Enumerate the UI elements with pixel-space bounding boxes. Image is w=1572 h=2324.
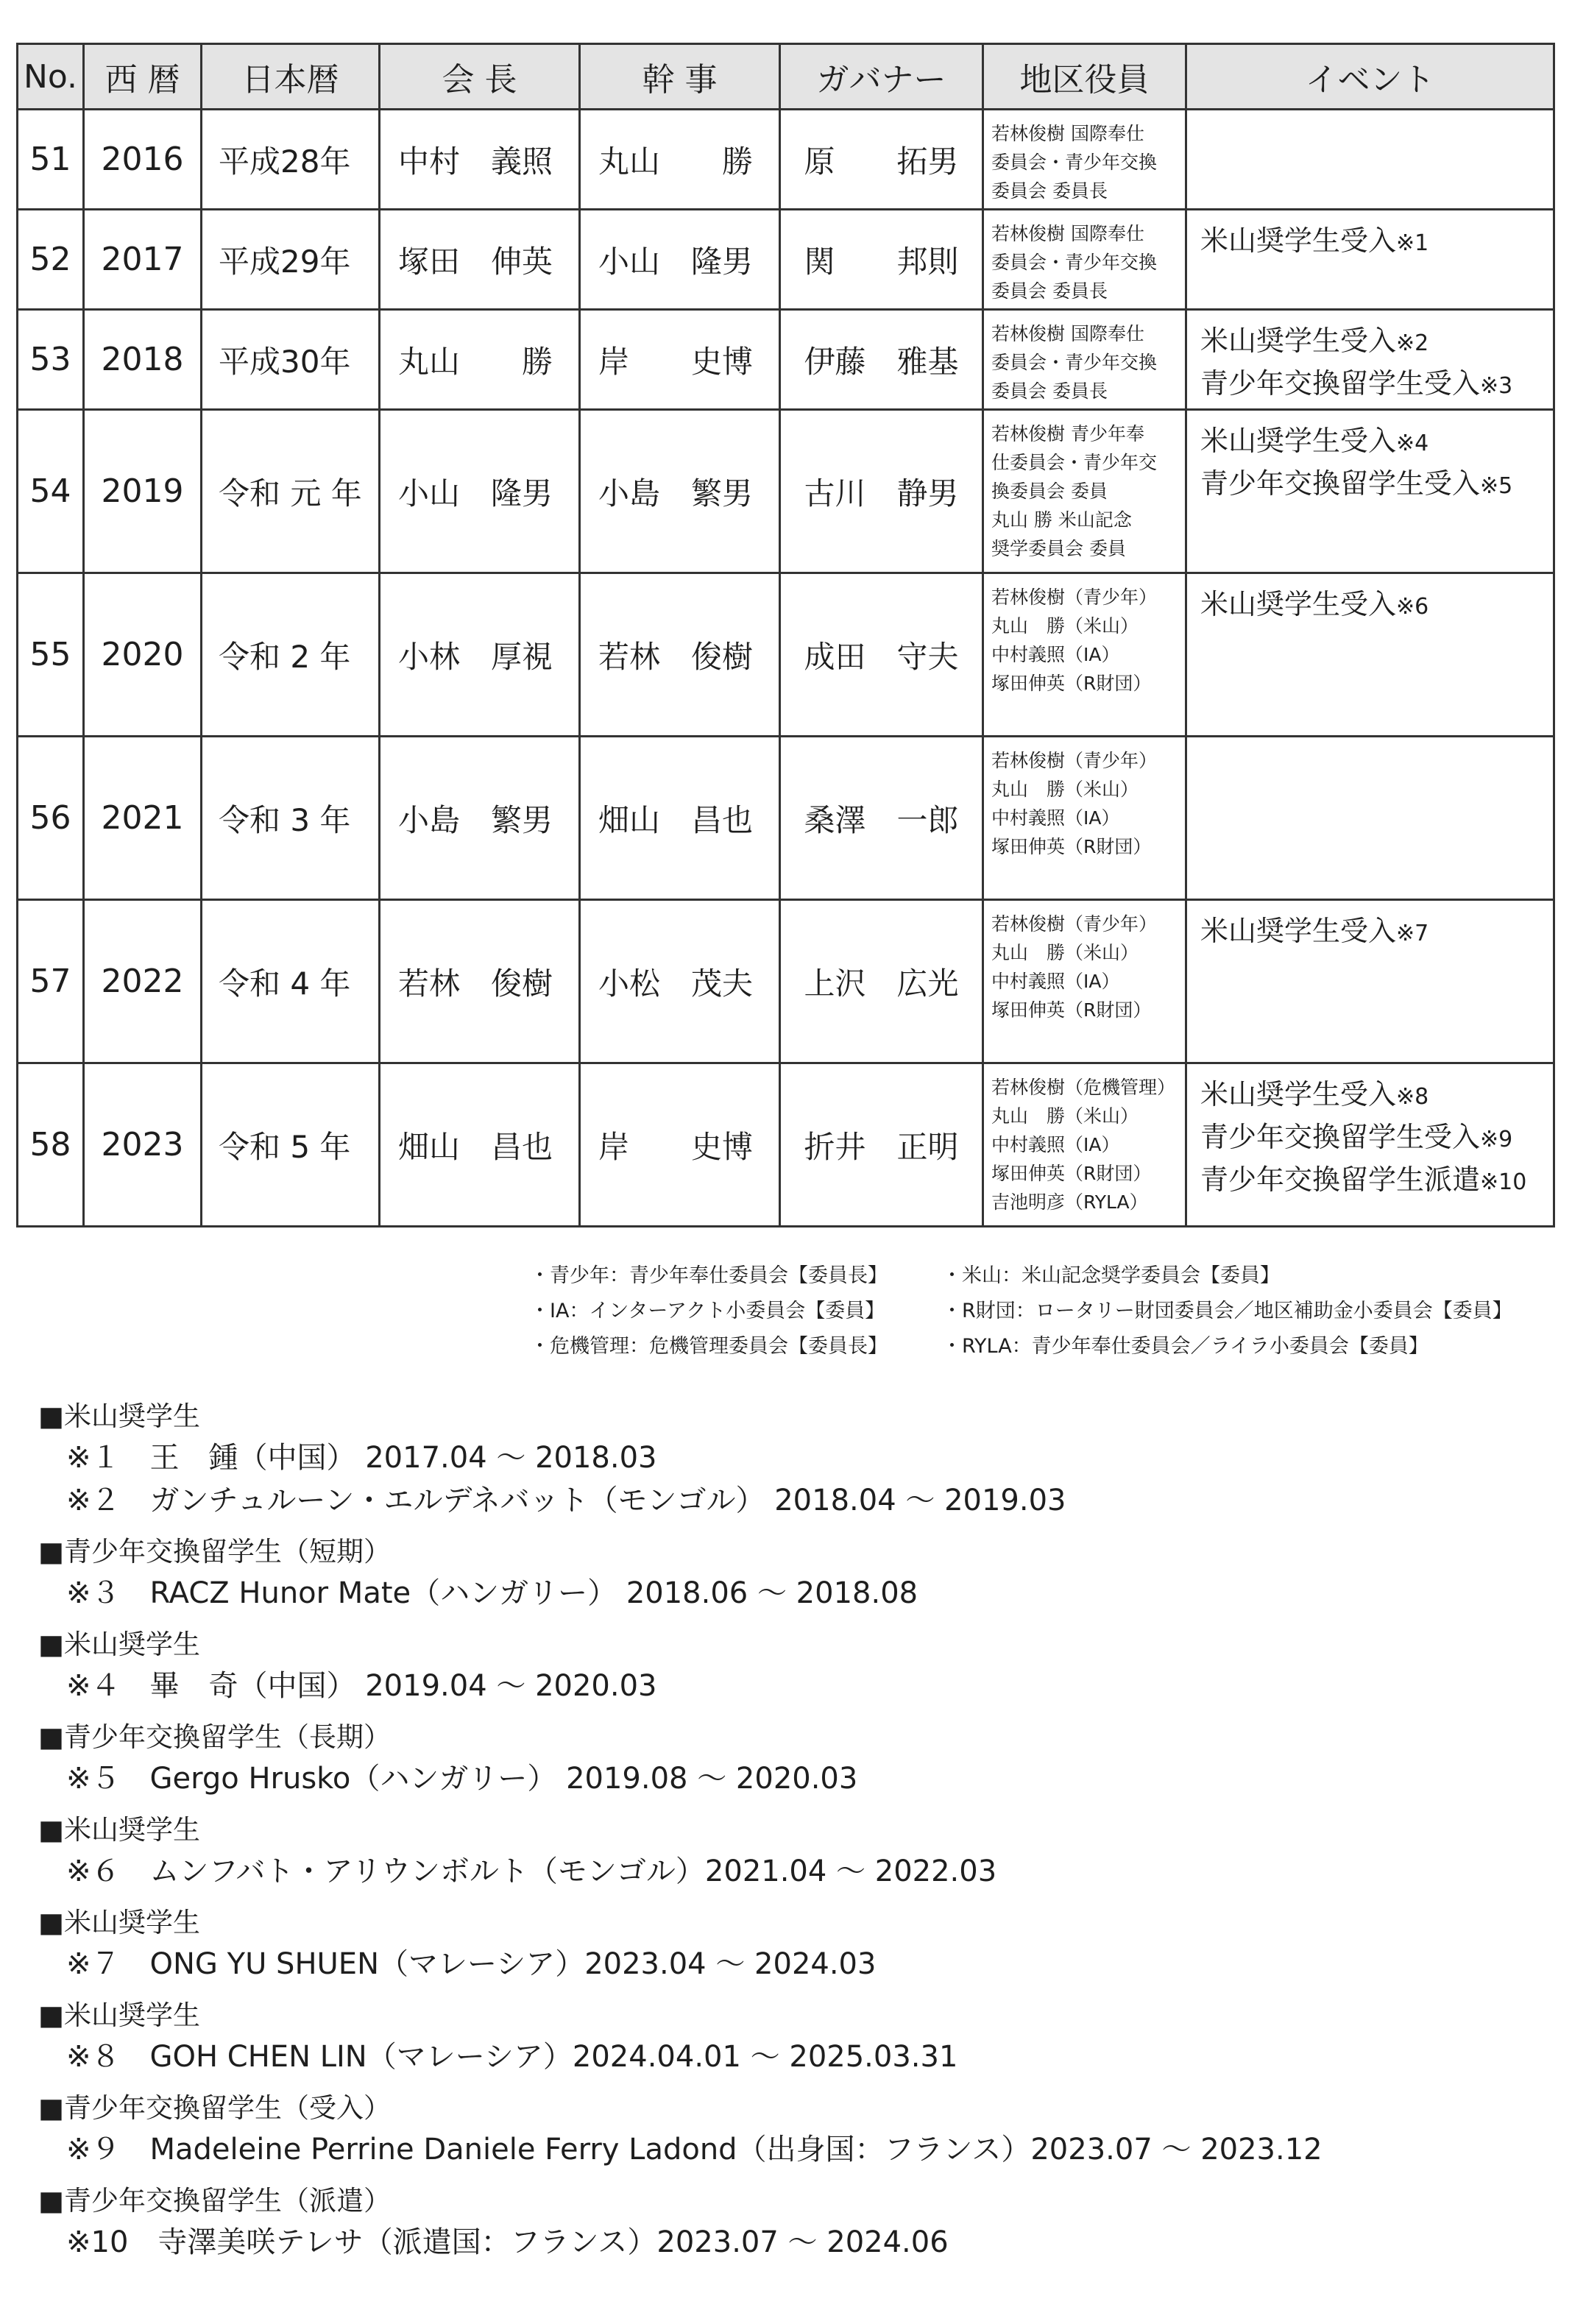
events-cell <box>1186 310 1554 410</box>
event-text: 米山奨学生受入 <box>1200 588 1397 620</box>
footnote-line: ※10 寺澤美咲テレサ（派遣国：フランス）2023.07 ～ 2024.06 <box>66 2225 949 2259</box>
event-line <box>1200 911 1553 954</box>
officer-line: 若林俊樹（青少年） <box>991 750 1158 771</box>
officer-line: 委員会 委員長 <box>991 280 1108 302</box>
officer-line: 吉池明彦（RYLA） <box>991 1191 1148 1213</box>
officer-line: 仕委員会・青少年交 <box>991 452 1158 473</box>
event-text: 青少年交換留学生受入 <box>1200 1121 1481 1153</box>
district-officers-cell <box>983 310 1186 410</box>
officer-line: 塚田伸英（R財団） <box>991 1163 1152 1184</box>
header-president: 会 長 <box>380 44 580 110</box>
table-row <box>18 737 1554 900</box>
secretary-name: 小島 繁男 <box>580 410 780 573</box>
footnote-heading: ■米山奨学生 <box>38 1400 200 1432</box>
table-row <box>18 110 1554 210</box>
event-note-mark: ※3 <box>1480 373 1513 399</box>
legend-item: ・RYLA：青少年奉仕委員会／ライラ小委員会【委員】 <box>942 1335 1428 1358</box>
officer-line: 丸山 勝（米山） <box>991 942 1139 963</box>
officer-line: 換委員会 委員 <box>991 481 1108 502</box>
table-row <box>18 310 1554 410</box>
table-row <box>18 1063 1554 1227</box>
officer-line: 丸山 勝（米山） <box>991 779 1139 800</box>
event-line <box>1200 1074 1553 1117</box>
footnote-heading: ■米山奨学生 <box>38 1999 200 2031</box>
district-officers-cell <box>983 1063 1186 1227</box>
footnote-heading: ■青少年交換留学生（短期） <box>38 1536 391 1567</box>
header-japanese-era: 日本暦 <box>202 44 380 110</box>
japanese-era-year: 令和 4 年 <box>202 900 380 1063</box>
header-western-year: 西 暦 <box>84 44 202 110</box>
footnote-heading: ■青少年交換留学生（長期） <box>38 1721 391 1753</box>
header-events: イベント <box>1186 44 1554 110</box>
footnote-block <box>38 1903 1510 1985</box>
footnote-block <box>38 1625 1510 1707</box>
secretary-name: 小山 隆男 <box>580 210 780 310</box>
western-year: 2016 <box>84 110 202 210</box>
district-officers-cell <box>983 410 1186 573</box>
officer-line: 若林俊樹（青少年） <box>991 913 1158 935</box>
officer-line: 若林俊樹 国際奉仕 <box>991 123 1144 144</box>
president-name: 小林 厚視 <box>380 573 580 737</box>
table-row <box>18 573 1554 737</box>
japanese-era-year: 平成28年 <box>202 110 380 210</box>
event-line <box>1200 364 1553 406</box>
events-cell <box>1186 573 1554 737</box>
footnote-line: ※１ 王 鍾（中国） 2017.04 ～ 2018.03 <box>66 1441 657 1475</box>
abbreviation-legend <box>530 1258 1560 1364</box>
governor-name: 伊藤 雅基 <box>780 310 983 410</box>
table-row <box>18 410 1554 573</box>
legend-item: ・R財団：ロータリー財団委員会／地区補助金小委員会【委員】 <box>942 1300 1512 1322</box>
events-cell <box>1186 410 1554 573</box>
event-text: 米山奨学生受入 <box>1200 224 1397 257</box>
secretary-name: 岸 史博 <box>580 1063 780 1227</box>
district-officers-cell <box>983 737 1186 900</box>
row-number: 51 <box>18 110 84 210</box>
header-no: No. <box>18 44 84 110</box>
japanese-era-year: 平成30年 <box>202 310 380 410</box>
president-name: 畑山 昌也 <box>380 1063 580 1227</box>
footnote-heading: ■米山奨学生 <box>38 1907 200 1938</box>
governor-name: 折井 正明 <box>780 1063 983 1227</box>
event-line <box>1200 421 1553 464</box>
event-note-mark: ※7 <box>1396 921 1429 946</box>
officer-line: 委員会 委員長 <box>991 380 1108 402</box>
footnote-block <box>38 1996 1510 2078</box>
officer-line: 中村義照（IA） <box>991 971 1120 992</box>
event-note-mark: ※2 <box>1396 330 1429 356</box>
japanese-era-year: 令和 3 年 <box>202 737 380 900</box>
secretary-name: 岸 史博 <box>580 310 780 410</box>
president-name: 小島 繁男 <box>380 737 580 900</box>
footnote-line: ※５ Gergo Hrusko（ハンガリー） 2019.08 ～ 2020.03 <box>66 1762 858 1796</box>
footnote-heading: ■米山奨学生 <box>38 1814 200 1846</box>
president-name: 塚田 伸英 <box>380 210 580 310</box>
footnote-line: ※８ GOH CHEN LIN（マレーシア）2024.04.01 ～ 2025.03.31 <box>66 2040 958 2074</box>
japanese-era-year: 平成29年 <box>202 210 380 310</box>
header-secretary: 幹 事 <box>580 44 780 110</box>
event-note-mark: ※6 <box>1396 594 1429 620</box>
western-year: 2023 <box>84 1063 202 1227</box>
footnote-heading: ■青少年交換留学生（派遣） <box>38 2185 391 2217</box>
officer-line: 奨学委員会 委員 <box>991 538 1126 559</box>
governor-name: 成田 守夫 <box>780 573 983 737</box>
secretary-name: 小松 茂夫 <box>580 900 780 1063</box>
footnote-block <box>38 1810 1510 1893</box>
history-table <box>16 43 1555 1227</box>
japanese-era-year: 令和 5 年 <box>202 1063 380 1227</box>
row-number: 57 <box>18 900 84 1063</box>
western-year: 2020 <box>84 573 202 737</box>
event-line <box>1200 464 1553 506</box>
footnote-block <box>38 2181 1510 2264</box>
footnotes <box>38 1397 1510 2274</box>
event-text: 青少年交換留学生受入 <box>1200 467 1481 500</box>
western-year: 2019 <box>84 410 202 573</box>
president-name: 若林 俊樹 <box>380 900 580 1063</box>
event-text: 青少年交換留学生受入 <box>1200 367 1481 400</box>
legend-item: ・危機管理：危機管理委員会【委員長】 <box>530 1335 888 1358</box>
officer-line: 若林俊樹 国際奉仕 <box>991 223 1144 244</box>
japanese-era-year: 令和 元 年 <box>202 410 380 573</box>
governor-name: 古川 静男 <box>780 410 983 573</box>
officer-line: 委員会・青少年交換 <box>991 252 1158 273</box>
governor-name: 桑澤 一郎 <box>780 737 983 900</box>
footnote-line: ※９ Madeleine Perrine Daniele Ferry Ladond（出身国：フランス）2023.07 ～ 2023.12 <box>66 2133 1323 2167</box>
event-note-mark: ※8 <box>1396 1084 1429 1110</box>
footnote-line: ※４ 畢 奇（中国） 2019.04 ～ 2020.03 <box>66 1669 657 1703</box>
footnote-block <box>38 1532 1510 1615</box>
district-officers-cell <box>983 900 1186 1063</box>
event-line <box>1200 1160 1553 1202</box>
japanese-era-year: 令和 2 年 <box>202 573 380 737</box>
legend-row <box>530 1329 1560 1364</box>
event-note-mark: ※4 <box>1396 431 1429 456</box>
event-note-mark: ※1 <box>1396 230 1429 256</box>
footnote-line: ※６ ムンフバト・アリウンボルト（モンゴル）2021.04 ～ 2022.03 <box>66 1854 997 1888</box>
event-note-mark: ※10 <box>1480 1169 1527 1195</box>
legend-item: ・米山：米山記念奨学委員会【委員】 <box>942 1264 1280 1287</box>
footnote-block <box>38 1397 1510 1522</box>
event-text: 米山奨学生受入 <box>1200 325 1397 357</box>
officer-line: 委員会・青少年交換 <box>991 352 1158 373</box>
officer-line: 丸山 勝（米山） <box>991 615 1139 637</box>
legend-item: ・青少年：青少年奉仕委員会【委員長】 <box>530 1264 888 1287</box>
legend-row <box>530 1258 1560 1294</box>
governor-name: 原 拓男 <box>780 110 983 210</box>
officer-line: 中村義照（IA） <box>991 1134 1120 1155</box>
president-name: 小山 隆男 <box>380 410 580 573</box>
row-number: 56 <box>18 737 84 900</box>
governor-name: 上沢 広光 <box>780 900 983 1063</box>
footnote-line: ※３ RACZ Hunor Mate（ハンガリー） 2018.06 ～ 2018.08 <box>66 1576 918 1610</box>
officer-line: 丸山 勝 米山記念 <box>991 509 1132 531</box>
officer-line: 委員会・青少年交換 <box>991 152 1158 173</box>
officer-line: 塚田伸英（R財団） <box>991 673 1152 694</box>
footnote-line: ※２ ガンチュルーン・エルデネバット（モンゴル） 2018.04 ～ 2019.03 <box>66 1484 1066 1517</box>
event-line <box>1200 221 1553 263</box>
governor-name: 関 邦則 <box>780 210 983 310</box>
event-text: 青少年交換留学生派遣 <box>1200 1163 1481 1196</box>
footnote-line: ※７ ONG YU SHUEN（マレーシア）2023.04 ～ 2024.03 <box>66 1947 877 1981</box>
officer-line: 若林俊樹 国際奉仕 <box>991 323 1144 344</box>
legend-row <box>530 1294 1560 1329</box>
district-officers-cell <box>983 573 1186 737</box>
events-cell <box>1186 900 1554 1063</box>
president-name: 丸山 勝 <box>380 310 580 410</box>
footnote-heading: ■青少年交換留学生（受入） <box>38 2092 391 2124</box>
table-row <box>18 900 1554 1063</box>
table-row <box>18 210 1554 310</box>
events-cell <box>1186 737 1554 900</box>
row-number: 55 <box>18 573 84 737</box>
legend-item: ・IA：インターアクト小委員会【委員】 <box>530 1300 885 1322</box>
events-cell <box>1186 110 1554 210</box>
officer-line: 若林俊樹（青少年） <box>991 587 1158 608</box>
event-note-mark: ※9 <box>1480 1127 1513 1152</box>
officer-line: 塚田伸英（R財団） <box>991 836 1152 857</box>
row-number: 52 <box>18 210 84 310</box>
footnote-block <box>38 1718 1510 1800</box>
western-year: 2022 <box>84 900 202 1063</box>
officer-line: 中村義照（IA） <box>991 644 1120 665</box>
event-line <box>1200 584 1553 627</box>
officer-line: 中村義照（IA） <box>991 807 1120 829</box>
event-note-mark: ※5 <box>1480 473 1513 499</box>
header-row <box>18 44 1554 110</box>
row-number: 58 <box>18 1063 84 1227</box>
officer-line: 若林俊樹（危機管理） <box>991 1077 1176 1098</box>
event-line <box>1200 1117 1553 1160</box>
secretary-name: 若林 俊樹 <box>580 573 780 737</box>
district-officers-cell <box>983 110 1186 210</box>
header-district-officers: 地区役員 <box>983 44 1186 110</box>
event-line <box>1200 321 1553 364</box>
western-year: 2021 <box>84 737 202 900</box>
officer-line: 若林俊樹 青少年奉 <box>991 423 1144 444</box>
footnote-block <box>38 2089 1510 2171</box>
footnote-heading: ■米山奨学生 <box>38 1629 200 1660</box>
events-cell <box>1186 210 1554 310</box>
secretary-name: 丸山 勝 <box>580 110 780 210</box>
officer-line: 塚田伸英（R財団） <box>991 999 1152 1021</box>
event-text: 米山奨学生受入 <box>1200 1078 1397 1110</box>
event-text: 米山奨学生受入 <box>1200 915 1397 947</box>
officer-line: 丸山 勝（米山） <box>991 1105 1139 1127</box>
row-number: 54 <box>18 410 84 573</box>
western-year: 2018 <box>84 310 202 410</box>
events-cell <box>1186 1063 1554 1227</box>
officer-line: 委員会 委員長 <box>991 180 1108 202</box>
district-officers-cell <box>983 210 1186 310</box>
secretary-name: 畑山 昌也 <box>580 737 780 900</box>
row-number: 53 <box>18 310 84 410</box>
president-name: 中村 義照 <box>380 110 580 210</box>
header-governor: ガバナー <box>780 44 983 110</box>
western-year: 2017 <box>84 210 202 310</box>
event-text: 米山奨学生受入 <box>1200 425 1397 457</box>
